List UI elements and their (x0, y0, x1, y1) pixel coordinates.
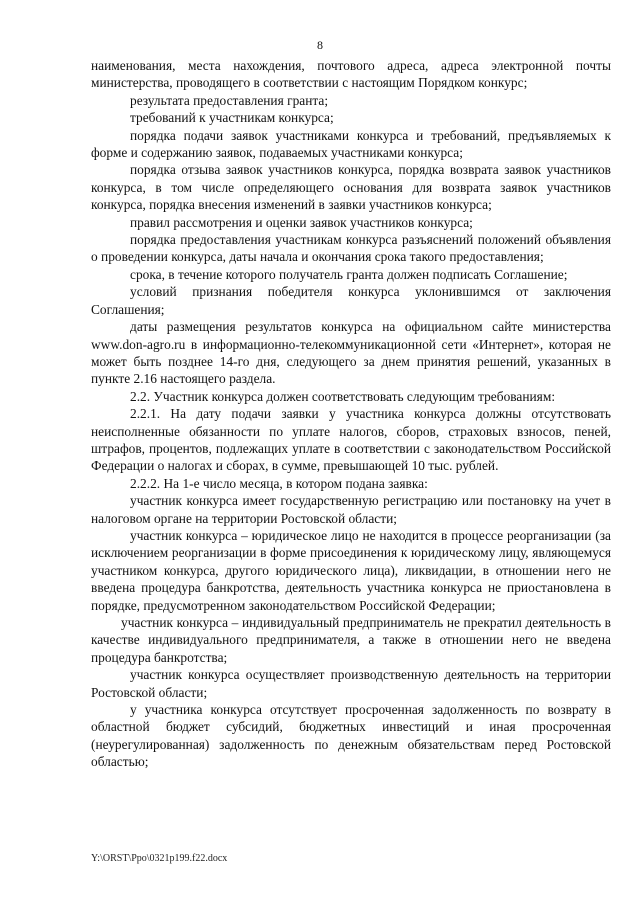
paragraph: у участника конкурса отсутствует просроченная задолженность по возврату в областной бюджет субсидий, бюджетных инвестиций и иная просроченная (неурегулированная) задолженность по денежным обязательствам перед Ростовской областью; (91, 702, 611, 770)
paragraph: порядка подачи заявок участниками конкурса и требований, предъявляемых к форме и содержанию заявок, подаваемых участниками конкурса; (91, 127, 611, 161)
paragraph: 2.2.1. На дату подачи заявки у участника конкурса должны отсутствовать неисполненные обязанности по уплате налогов, сборов, страховых взносов, пеней, штрафов, процентов, подлежащих уплате в соответствии с законодательством Российской Федерации о налогах и сборах, в сумме, превышающей 10 тыс. рублей. (91, 406, 611, 474)
paragraph: порядка предоставления участникам конкурса разъяснений положений объявления о проведении конкурса, даты начала и окончания срока такого предоставления; (91, 232, 611, 265)
paragraph: даты размещения результатов конкурса на официальном сайте министерства www.don-agro.ru в информационно-телекоммуникационной сети «Интернет», которая не может быть позднее 14-го дня, следующего за днем принятия решений, указанных в пункте 2.16 настоящего раздела. (91, 319, 611, 387)
paragraph: 2.2.2. На 1-е число месяца, в котором подана заявка: (130, 475, 428, 491)
paragraph: условий признания победителя конкурса уклонившимся от заключения Соглашения; (91, 284, 611, 317)
paragraph: участник конкурса осуществляет производственную деятельность на территории Ростовской области; (91, 667, 611, 700)
paragraph: участник конкурса имеет государственную регистрацию или постановку на учет в налоговом органе на территории Ростовской области; (91, 493, 611, 526)
paragraph: срока, в течение которого получатель гранта должен подписать Соглашение; (130, 266, 568, 282)
paragraph: наименования, места нахождения, почтового адреса, адреса электронной почты министерства, проводящего в соответствии с настоящим Порядком конкурс; (91, 58, 611, 91)
paragraph: результата предоставления гранта; (130, 92, 329, 108)
paragraph: участник конкурса – индивидуальный предприниматель не прекратил деятельность в качестве индивидуального предпринимателя, а также в отношении него не введена процедура банкротства; (91, 615, 611, 665)
footer-file-path: Y:\ORST\Ppo\0321p199.f22.docx (91, 853, 228, 864)
paragraph: порядка отзыва заявок участников конкурса, порядка возврата заявок участников конкурса, в том числе определяющего основания для возврата заявок участников конкурса, порядка внесения изменений в заявки участников конкурса; (91, 162, 611, 213)
section-heading-2-2: 2.2. Участник конкурса должен соответствовать следующим требованиям: (130, 388, 556, 404)
document-body (91, 57, 611, 771)
page-number: 8 (317, 38, 323, 52)
paragraph: правил рассмотрения и оценки заявок участников конкурса; (130, 214, 473, 230)
paragraph: участник конкурса – юридическое лицо не находится в процессе реорганизации (за исключением реорганизации в форме присоединения к юридическому лицу, являющемуся участником конкурса, другого юридического лица), ликвидации, в отношении него не введена процедура банкротства, деятельность участника конкурса не приостановлена в порядке, предусмотренном законодательством Российской Федерации; (91, 527, 611, 613)
paragraph: требований к участникам конкурса; (130, 110, 334, 126)
